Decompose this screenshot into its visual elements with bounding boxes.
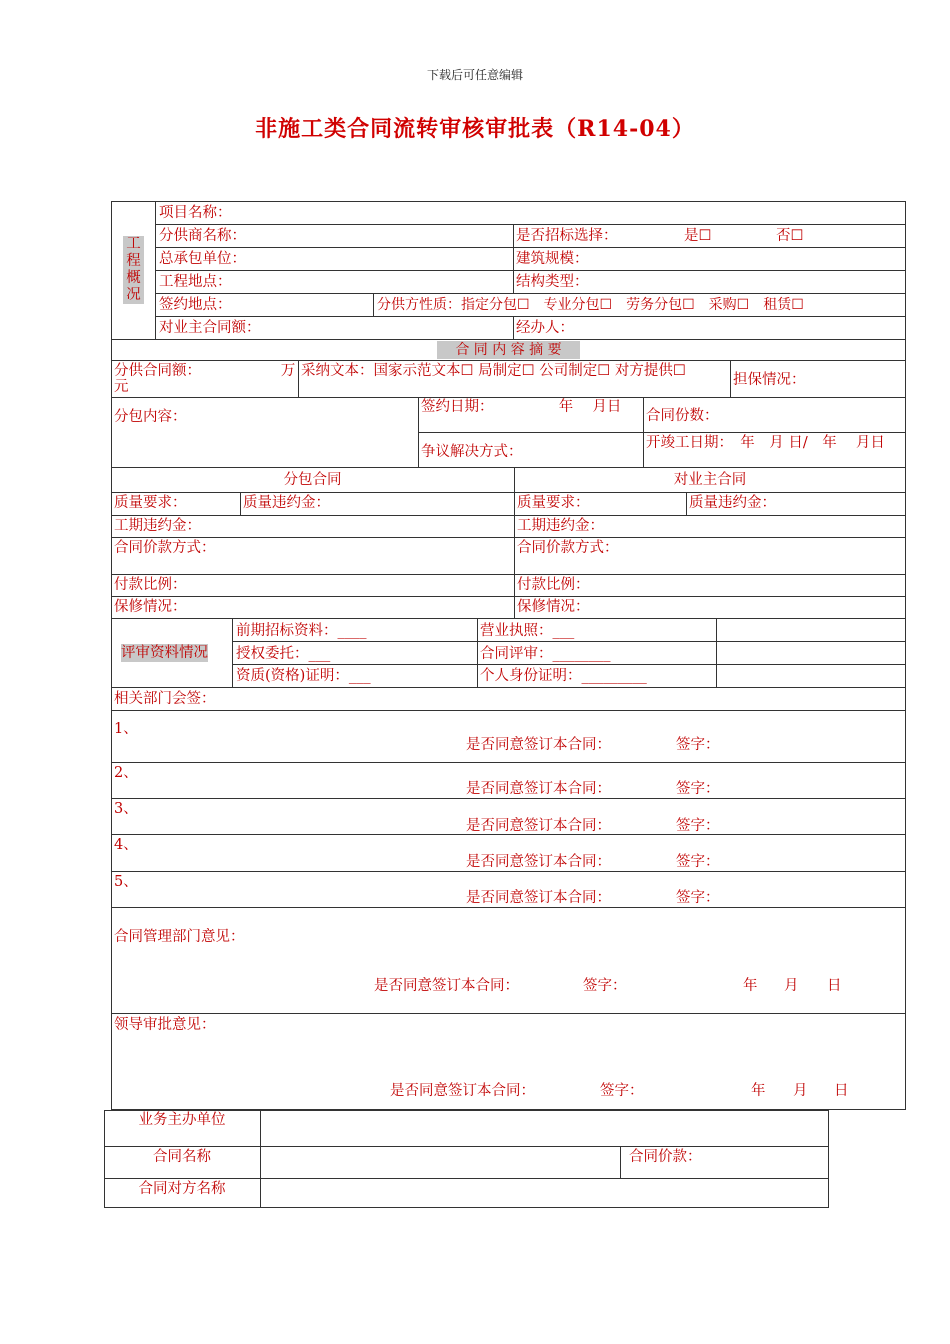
contract-name-label: 合同名称 [153,1149,211,1165]
contract-review-label: 合同评审：________ [480,646,611,662]
department-sign-label: 签字： [676,781,720,797]
qualification-label: 资质(资格)证明：___ [236,668,371,684]
project-location-label: 工程地点： [159,274,232,290]
owner-payment-method-label: 合同价款方式： [517,540,619,556]
owner-period-penalty-label: 工期违约金： [517,518,604,534]
contract-copies-label: 合同份数： [646,408,719,424]
management-year-label: 年 [743,978,758,994]
department-agree-label: 是否同意签订本合同： [466,737,611,753]
department-agree-label: 是否同意签订本合同： [466,854,611,870]
sign-date-label: 签约日期： 年 月日 [421,399,622,415]
management-agree-label: 是否同意签订本合同： [374,978,519,994]
department-row-num: 4、 [114,837,138,853]
guarantee-label: 担保情况： [733,372,806,388]
owner-contract-amount-label: 对业主合同额： [159,320,261,336]
contract-price-label: 合同价款： [629,1149,702,1165]
department-sign-label: 签字： [676,737,720,753]
summary-heading: 合 同 内 容 摘 要 [437,341,580,359]
sub-payment-method-label: 合同价款方式： [114,540,216,556]
sub-contract-amount-label: 分供合同额： 万元 [114,363,296,395]
department-sign-label: 签字： [676,818,720,834]
owner-warranty-label: 保修情况： [517,599,590,615]
start-end-date-label: 开竣工日期： 年 月 日/ 年 月日 [646,435,885,451]
owner-payment-ratio-label: 付款比例： [517,577,590,593]
department-agree-label: 是否同意签订本合同： [466,781,611,797]
leader-year-label: 年 [751,1083,766,1099]
department-row-num: 5、 [114,874,138,890]
department-sign-label: 签字： [676,890,720,906]
owner-quality-penalty-label: 质量违约金： [689,495,776,511]
sub-payment-ratio-label: 付款比例： [114,577,187,593]
overview-section-label: 工程概况 [123,236,144,304]
general-contractor-label: 总承包单位： [159,251,246,267]
leader-day-label: 日 [834,1083,849,1099]
bidding-no-checkbox[interactable]: 否☐ [776,228,804,244]
download-note: 下载后可任意编辑 [426,68,523,82]
departments-label: 相关部门会签： [114,691,216,707]
dispute-resolution-label: 争议解决方式： [421,444,523,460]
department-row-num: 1、 [114,721,138,737]
sub-content-label: 分包内容： [114,409,187,425]
building-scale-label: 建筑规模： [516,251,589,267]
department-agree-label: 是否同意签订本合同： [466,890,611,906]
owner-quality-req-label: 质量要求： [517,495,590,511]
sub-quality-req-label: 质量要求： [114,495,187,511]
management-day-label: 日 [827,978,842,994]
department-row-num: 2、 [114,765,138,781]
bidding-yes-checkbox[interactable]: 是☐ [684,228,712,244]
sub-period-penalty-label: 工期违约金： [114,518,201,534]
sub-contract-heading: 分包合同 [283,472,342,488]
leader-month-label: 月 [793,1083,808,1099]
management-opinion-label: 合同管理部门意见： [114,929,245,945]
sub-quality-penalty-label: 质量违约金： [243,495,330,511]
project-name-label: 项目名称： [159,205,232,221]
sign-location-label: 签约地点： [159,297,232,313]
department-row-num: 3、 [114,801,138,817]
leader-agree-label: 是否同意签订本合同： [390,1083,535,1099]
leader-sign-label: 签字： [600,1083,644,1099]
purchase-text-options[interactable]: 采纳文本：国家示范文本☐ 局制定☐ 公司制定☐ 对方提供☐ [301,363,686,379]
business-license-label: 营业执照：___ [480,623,575,639]
bidding-label: 是否招标选择： [516,228,618,244]
authorization-label: 授权委托：___ [236,646,331,662]
page-title: 非施工类合同流转审核审批表（R14-04） [255,116,695,142]
owner-contract-heading: 对业主合同 [673,472,747,488]
management-sign-label: 签字： [583,978,627,994]
department-sign-label: 签字： [676,854,720,870]
sub-warranty-label: 保修情况： [114,599,187,615]
leader-opinion-label: 领导审批意见： [114,1017,216,1033]
host-unit-label: 业务主办单位 [138,1112,226,1128]
review-materials-label: 评审资料情况 [121,645,208,661]
bid-docs-label: 前期招标资料：____ [236,623,367,639]
management-month-label: 月 [784,978,799,994]
supplier-name-label: 分供商名称： [159,228,246,244]
structure-type-label: 结构类型： [516,274,589,290]
id-card-label: 个人身份证明：_________ [480,668,647,684]
department-agree-label: 是否同意签订本合同： [466,818,611,834]
counterparty-label: 合同对方名称 [138,1181,226,1197]
handler-label: 经办人： [516,320,574,336]
supplier-nature-options[interactable]: 分供方性质：指定分包☐ 专业分包☐ 劳务分包☐ 采购☐ 租赁☐ [377,297,804,313]
